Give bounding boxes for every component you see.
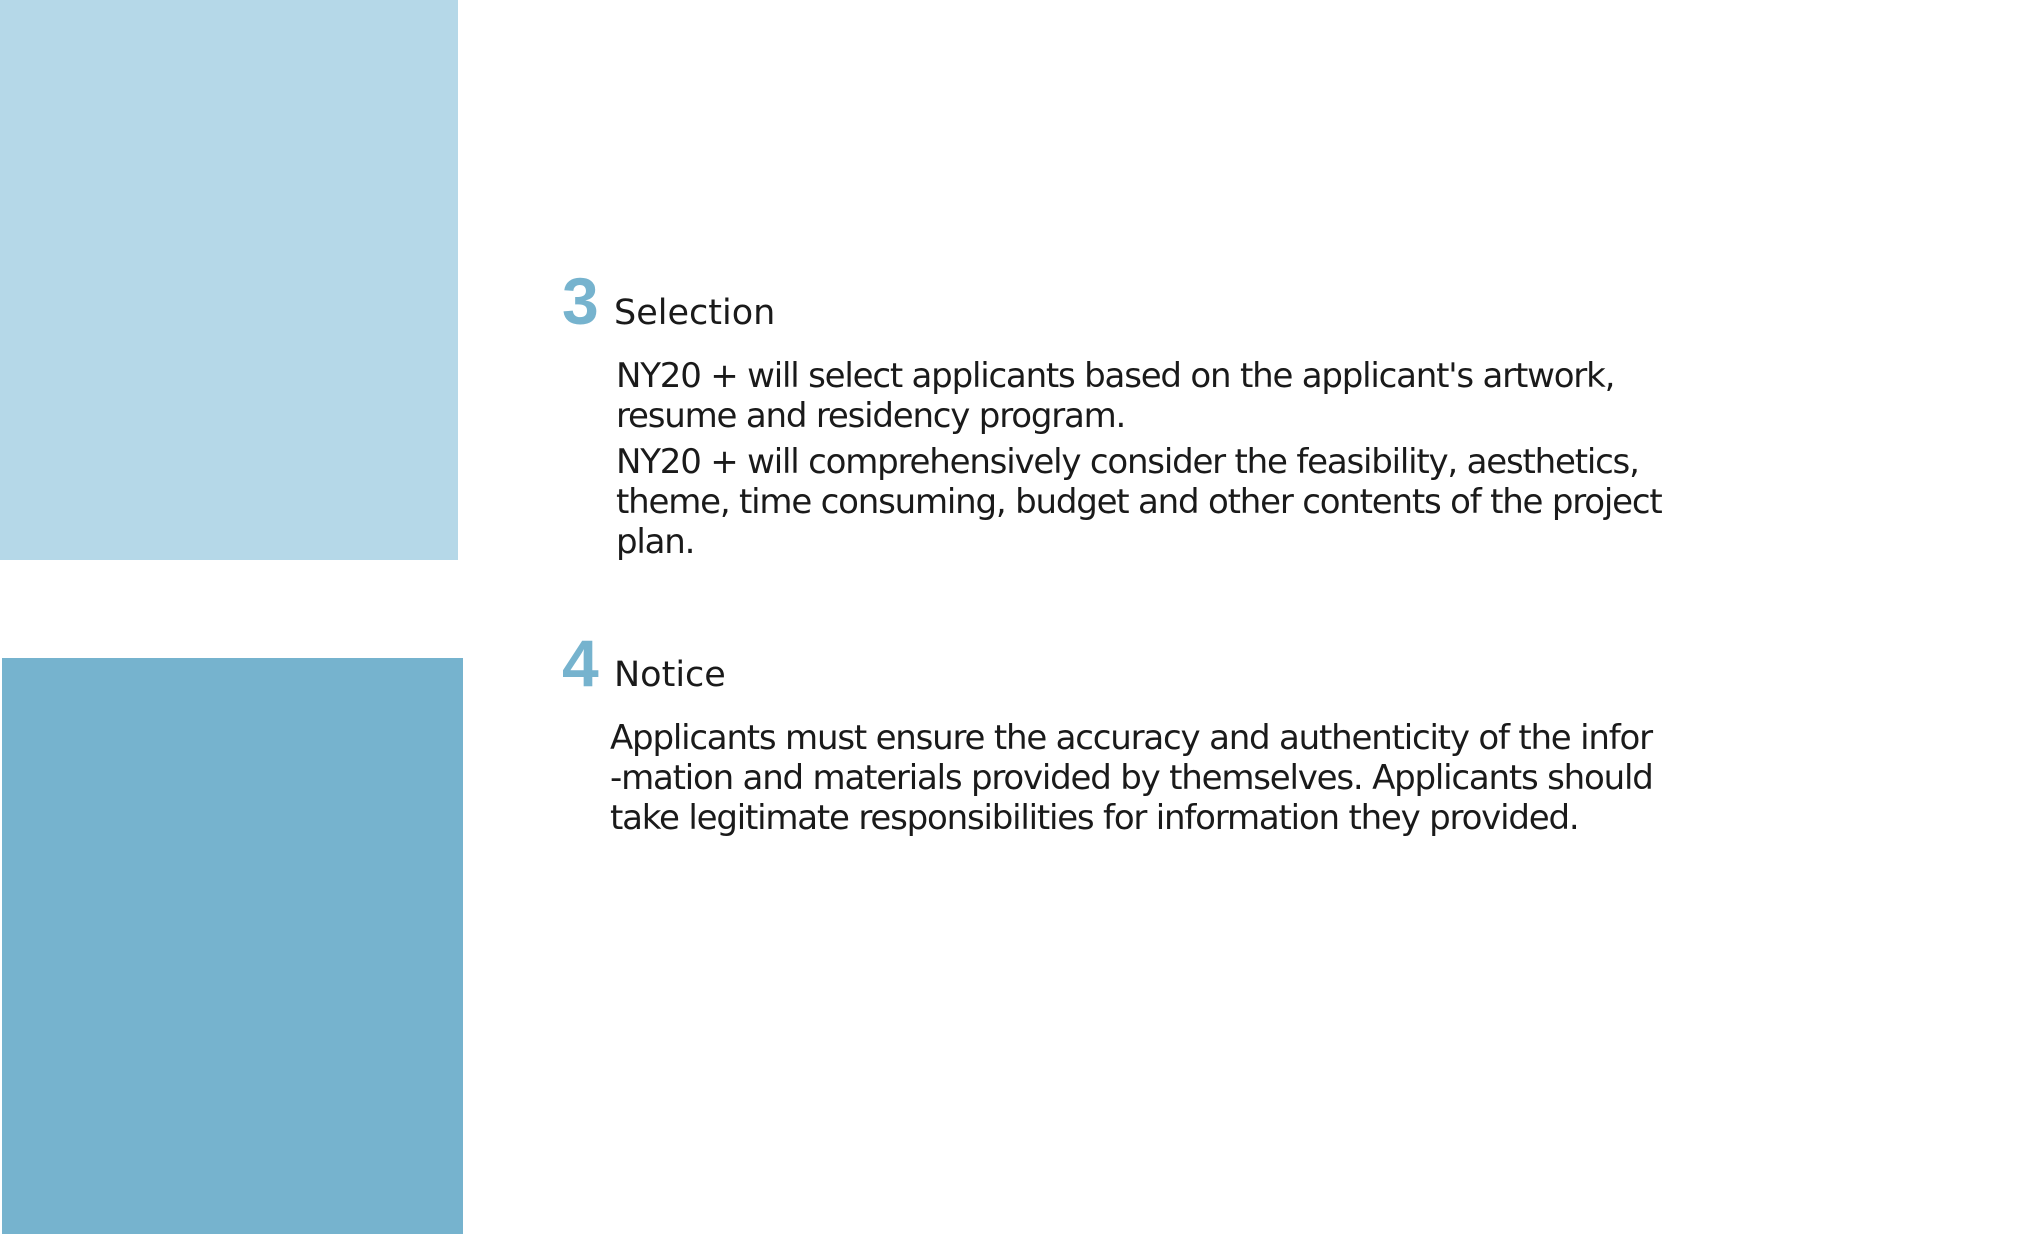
section-title: Notice <box>614 655 726 695</box>
paragraph-line: -mation and materials provided by themselves. Applicants should <box>610 758 1653 798</box>
section-heading <box>562 264 1642 338</box>
section-number: 3 <box>562 264 598 338</box>
paragraph-line: NY20 + will select applicants based on the applicant's artwork, <box>616 356 1615 396</box>
decorative-block-dark <box>2 658 463 1234</box>
section-heading <box>562 626 1642 700</box>
paragraph <box>610 718 1653 838</box>
section-title: Selection <box>614 293 776 333</box>
section-number: 4 <box>562 626 598 700</box>
paragraph-line: theme, time consuming, budget and other contents of the project <box>616 482 1662 522</box>
section-notice <box>562 626 1653 838</box>
decorative-block-light <box>0 0 458 560</box>
paragraph-line: resume and residency program. <box>616 396 1126 436</box>
paragraph-line: Applicants must ensure the accuracy and authenticity of the infor <box>610 718 1652 758</box>
section-body <box>616 356 1662 562</box>
paragraph-line: take legitimate responsibilities for information they provided. <box>610 798 1579 838</box>
paragraph <box>616 356 1642 436</box>
section-selection <box>562 264 1662 562</box>
paragraph-line: plan. <box>616 522 695 562</box>
paragraph-line: NY20 + will comprehensively consider the feasibility, aesthetics, <box>616 442 1639 482</box>
paragraph <box>616 442 1662 562</box>
section-body <box>610 718 1653 838</box>
